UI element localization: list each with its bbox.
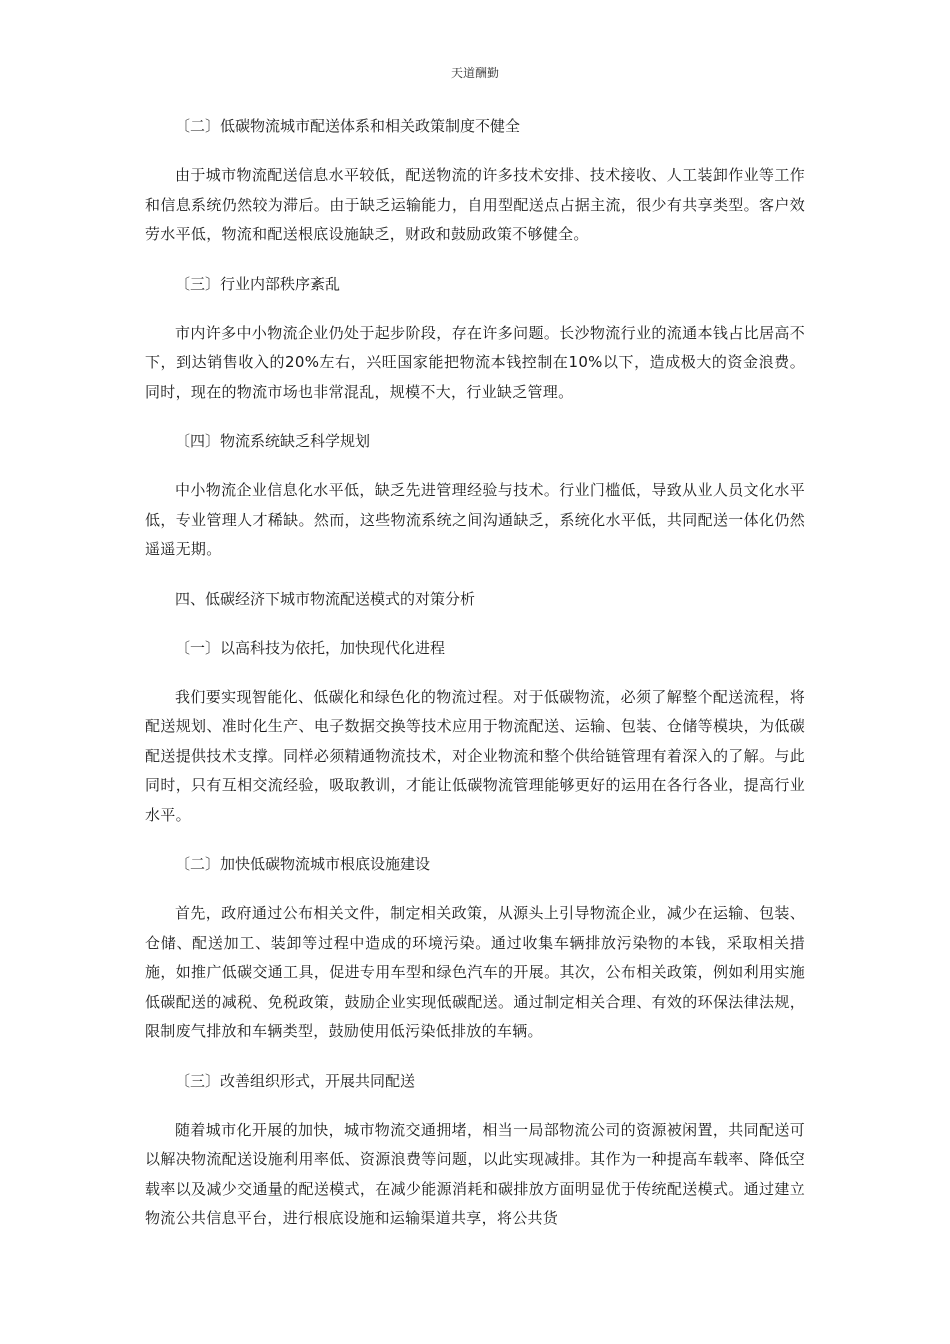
paragraph: 中小物流企业信息化水平低，缺乏先进管理经验与技术。行业门槛低，导致从业人员文化水平低，专业管理人才稀缺。然而，这些物流系统之间沟通缺乏，系统化水平低，共同配送一体化仍然遥遥无期。 <box>145 481 805 558</box>
section-heading: 〔四〕物流系统缺乏科学规划 <box>175 432 371 450</box>
paragraph: 首先，政府通过公布相关文件，制定相关政策，从源头上引导物流企业，减少在运输、包装、仓储、配送加工、装卸等过程中造成的环境污染。通过收集车辆排放污染物的本钱，采取相关措施，如推广低碳交通工具，促进专用车型和绿色汽车的开展。其次，公布相关政策，例如利用实施低碳配送的减税、免税政策，鼓励企业实现低碳配送。通过制定相关合理、有效的环保法律法规，限制废气排放和车辆类型，鼓励使用低污染低排放的车辆。 <box>145 904 805 1040</box>
page-header: 天道酬勤 <box>450 66 499 80</box>
section-heading: 〔三〕行业内部秩序紊乱 <box>175 274 341 293</box>
section-heading: 〔一〕以高科技为依托，加快现代化进程 <box>175 638 446 657</box>
section-heading: 〔二〕加快低碳物流城市根底设施建设 <box>175 855 431 873</box>
paragraph: 随着城市化开展的加快，城市物流交通拥堵，相当一局部物流公司的资源被闲置，共同配送可以解决物流配送设施利用率低、资源浪费等问题，以此实现减排。其作为一种提高车载率、降低空载率以及减少交通量的配送模式，在减少能源消耗和碳排放方面明显优于传统配送模式。通过建立物流公共信息平台，进行根底设施和运输渠道共享，将公共货 <box>145 1120 805 1227</box>
document-body <box>145 112 805 1254</box>
paragraph: 市内许多中小物流企业仍处于起步阶段，存在许多问题。长沙物流行业的流通本钱占比居高不下，到达销售收入的20%左右，兴旺国家能把物流本钱控制在10%以下，造成极大的资金浪费。同时，现在的物流市场也非常混乱，规模不大，行业缺乏管理。 <box>145 323 805 401</box>
section-heading: 〔二〕低碳物流城市配送体系和相关政策制度不健全 <box>175 117 521 135</box>
paragraph: 我们要实现智能化、低碳化和绿色化的物流过程。对于低碳物流，必须了解整个配送流程，将配送规划、准时化生产、电子数据交换等技术应用于物流配送、运输、包装、仓储等模块，为低碳配送提供技术支撑。同样必须精通物流技术，对企业物流和整个供给链管理有着深入的了解。与此同时，只有互相交流经验，吸取教训，才能让低碳物流管理能够更好的运用在各行各业，提高行业水平。 <box>145 687 805 824</box>
paragraph: 由于城市物流配送信息水平较低，配送物流的许多技术安排、技术接收、人工装卸作业等工作和信息系统仍然较为滞后。由于缺乏运输能力，自用型配送点占据主流，很少有共享类型。客户效劳水平低，物流和配送根底设施缺乏，财政和鼓励政策不够健全。 <box>145 166 805 243</box>
chapter-heading: 四、低碳经济下城市物流配送模式的对策分析 <box>175 589 476 608</box>
section-heading: 〔三〕改善组织形式，开展共同配送 <box>175 1071 416 1090</box>
